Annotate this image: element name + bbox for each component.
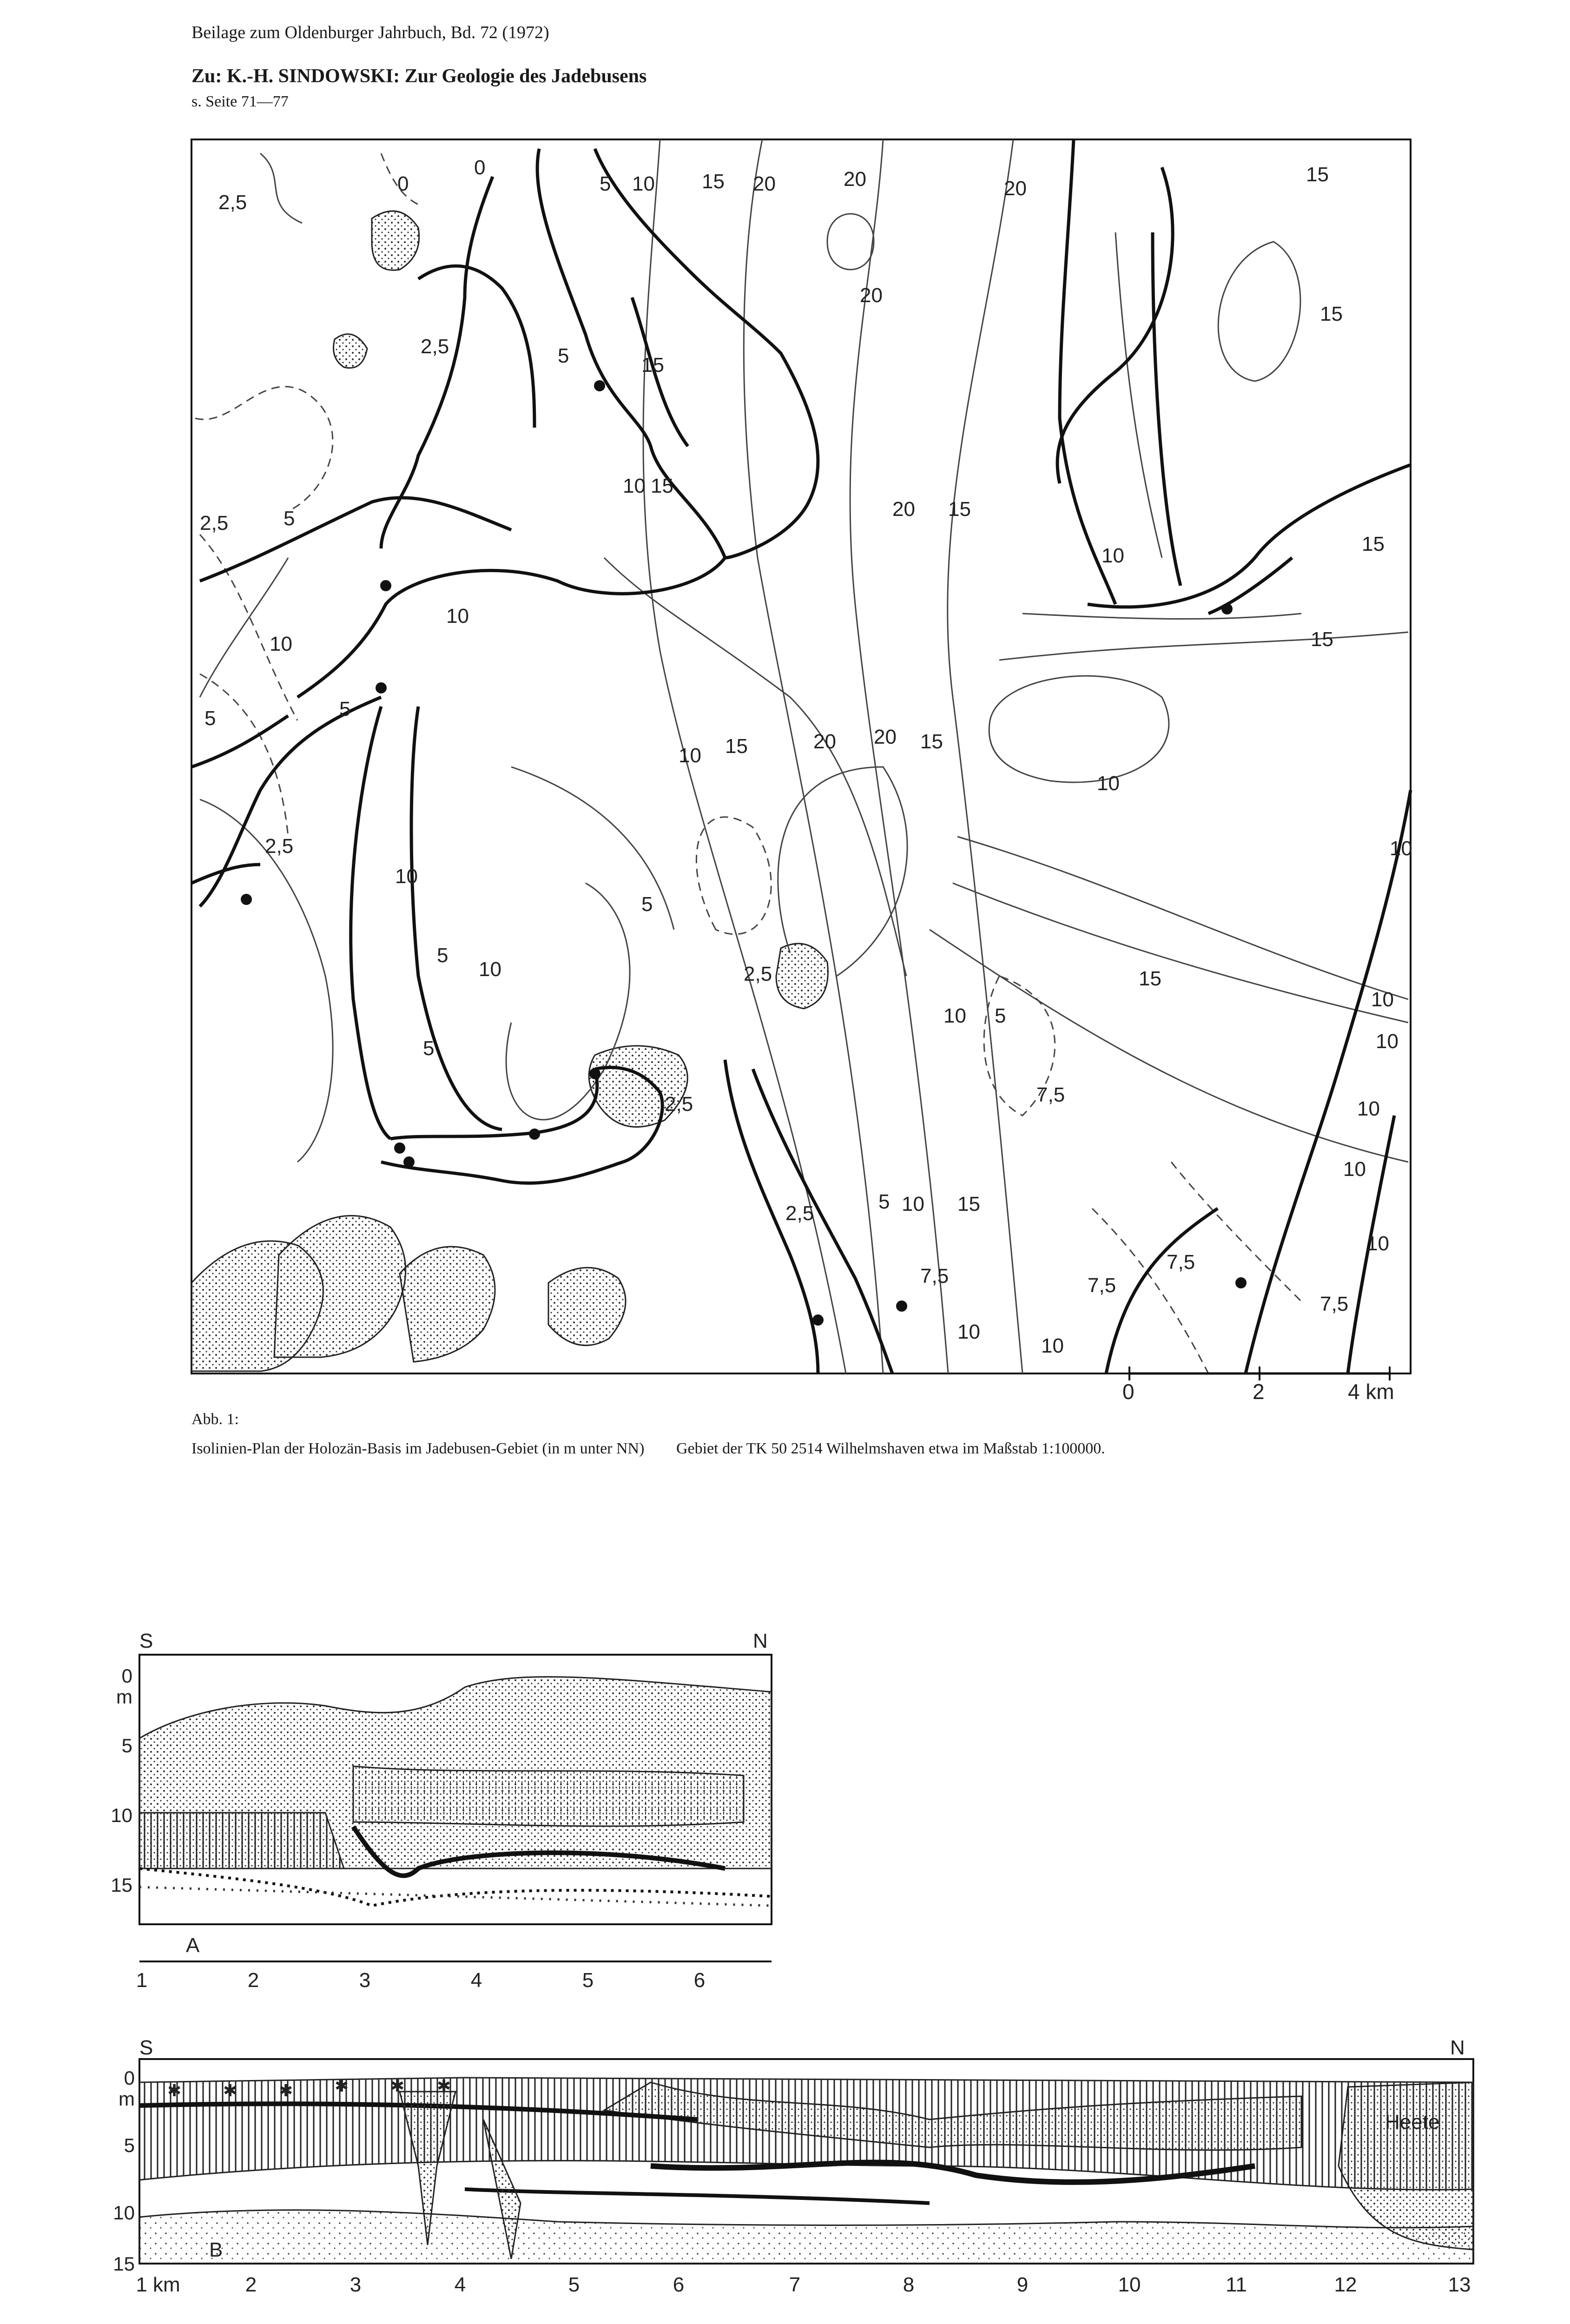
svg-text:✱: ✱: [223, 2081, 237, 2100]
x-tick: 11: [1226, 2273, 1247, 2296]
contour-label: 20: [1004, 177, 1027, 200]
boundary-nodes: [241, 380, 1247, 1326]
x-tick: 5: [568, 2273, 580, 2296]
x-tick: 12: [1334, 2273, 1357, 2296]
contour-label: 7,5: [1320, 1293, 1349, 1315]
profile-a: [0, 1627, 813, 1961]
figure-1-caption-main: Isolinien-Plan der Holozän-Basis im Jadebusen-Gebiet (in m unter NN): [191, 1440, 645, 1457]
figure-1-caption: [191, 1440, 1105, 1458]
x-tick: 2: [247, 1969, 259, 1992]
contour-label: 10: [270, 633, 292, 655]
contour-label: 15: [702, 170, 725, 193]
contour-label: 2,5: [218, 191, 247, 214]
contour-label: 15: [920, 730, 943, 753]
depth-label: 0: [124, 2067, 135, 2089]
contour-label: 5: [437, 944, 449, 967]
contour-labels: [200, 156, 1412, 1357]
depth-label: m: [116, 1686, 132, 1708]
direction-label: N: [753, 1630, 768, 1652]
scale-tick: 2: [1253, 1380, 1265, 1404]
contour-label: 2,5: [665, 1093, 693, 1116]
contour-label: 20: [753, 172, 776, 195]
contour-label: 2,5: [785, 1202, 814, 1225]
contour-label: 0: [397, 172, 409, 195]
contour-label: 20: [844, 168, 866, 191]
x-tick: 3: [359, 1969, 371, 1992]
contour-label: 10: [679, 744, 701, 767]
contour-label: 2,5: [265, 835, 294, 858]
contour-label: 10: [1366, 1232, 1389, 1255]
place-label: Heete: [1385, 2111, 1440, 2133]
journal-header: Beilage zum Oldenburger Jahrbuch, Bd. 72 (1972): [191, 23, 549, 42]
contour-label: 10: [446, 605, 469, 627]
contour-label: 7,5: [920, 1265, 949, 1287]
contour-label: 20: [813, 730, 836, 753]
contour-label: 15: [948, 498, 971, 521]
contour-label: 10: [1041, 1334, 1064, 1357]
scale-tick: 4 km: [1348, 1380, 1394, 1404]
contour-label: 15: [1362, 533, 1385, 555]
contour-label: 2,5: [744, 963, 772, 985]
depth-label: 5: [121, 1735, 132, 1756]
contour-label: 10: [1097, 772, 1120, 795]
direction-label: S: [139, 2036, 153, 2059]
direction-label: N: [1450, 2036, 1465, 2059]
contour-label: 10: [479, 958, 501, 981]
contour-label: 10: [1371, 988, 1394, 1011]
x-tick: 4: [454, 2273, 466, 2296]
contour-label: 10: [623, 475, 646, 497]
contour-label: 15: [641, 354, 664, 376]
contour-label: 15: [1320, 303, 1343, 325]
contour-label: 20: [892, 498, 915, 521]
page-reference: s. Seite 71—77: [191, 93, 289, 110]
depth-label: 5: [124, 2134, 135, 2156]
contour-label: 7,5: [1036, 1083, 1065, 1106]
contour-label: 5: [878, 1190, 890, 1213]
contour-label: 20: [874, 726, 897, 748]
contour-label: 10: [1343, 1158, 1366, 1181]
svg-text:✱: ✱: [390, 2076, 405, 2095]
contour-label: 10: [902, 1193, 924, 1215]
contour-label: 10: [943, 1004, 966, 1027]
depth-label: 10: [111, 1804, 132, 1826]
contour-label: 5: [641, 893, 653, 916]
boundary-lines: [191, 139, 1411, 1373]
x-tick: 9: [1016, 2273, 1029, 2296]
contour-label: 15: [1311, 628, 1333, 651]
profile-letter: A: [186, 1934, 200, 1957]
contour-label: 7,5: [1088, 1274, 1116, 1297]
contour-lines: [195, 139, 1408, 1373]
contour-label: 10: [1102, 544, 1124, 567]
contour-label: 5: [995, 1004, 1006, 1027]
x-tick: 13: [1448, 2273, 1471, 2296]
depth-label: m: [119, 2088, 135, 2110]
contour-label: 15: [957, 1193, 980, 1215]
x-tick: 6: [673, 2273, 685, 2296]
contour-label: 10: [632, 172, 655, 195]
x-tick: 5: [582, 1969, 594, 1992]
svg-text:✱: ✱: [167, 2081, 182, 2100]
x-tick: 2: [245, 2273, 257, 2296]
contour-label: 10: [1357, 1097, 1380, 1120]
contour-label: 5: [204, 707, 216, 730]
contour-label: 10: [395, 865, 418, 888]
map-frame: [191, 139, 1411, 1373]
svg-text:✱: ✱: [279, 2081, 293, 2100]
contour-label: 15: [725, 735, 748, 758]
depth-label: 10: [113, 2202, 135, 2224]
article-title: Zu: K.-H. SINDOWSKI: Zur Geologie des Jadebusens: [191, 66, 647, 87]
figure-1-caption-scale: Gebiet der TK 50 2514 Wilhelmshaven etwa im Maßstab 1:100000.: [676, 1440, 1105, 1457]
x-tick: 1: [136, 1969, 148, 1992]
dotted-sand-areas: [191, 211, 828, 1371]
map-scale-bar: [1122, 1367, 1394, 1404]
contour-label: 10: [1390, 837, 1412, 860]
contour-label: 2,5: [421, 335, 449, 358]
scale-tick: 0: [1122, 1380, 1135, 1404]
contour-label: 5: [284, 507, 295, 530]
contour-label: 10: [1376, 1030, 1398, 1053]
x-tick: 4: [470, 1969, 482, 1992]
svg-text:✱: ✱: [335, 2076, 349, 2095]
contour-label: 15: [651, 475, 673, 497]
profile-b-axis: [0, 2259, 1534, 2310]
x-tick: 10: [1118, 2273, 1141, 2296]
contour-label: 5: [423, 1037, 435, 1060]
svg-text:✱: ✱: [437, 2076, 451, 2095]
depth-label: 0: [121, 1665, 132, 1687]
contour-label: 5: [600, 172, 611, 195]
contour-label: 7,5: [1167, 1251, 1195, 1274]
x-tick: 3: [350, 2273, 362, 2296]
direction-label: S: [139, 1630, 153, 1652]
x-tick: 1 km: [136, 2273, 180, 2296]
profile-a-axis: [0, 1957, 813, 1999]
depth-label: 15: [113, 2253, 135, 2275]
contour-label: 0: [474, 156, 486, 179]
contour-label: 5: [558, 344, 569, 367]
figure-1-label: Abb. 1:: [191, 1411, 239, 1428]
contour-label: 20: [860, 284, 883, 307]
contour-label: 10: [957, 1320, 980, 1343]
contour-label: 15: [1306, 163, 1329, 186]
contour-label: 15: [1139, 967, 1161, 990]
depth-label: 15: [111, 1874, 132, 1896]
x-tick: 6: [693, 1969, 706, 1992]
profile-letter: B: [209, 2238, 223, 2261]
x-tick: 7: [789, 2273, 801, 2296]
contour-label: 2,5: [200, 512, 229, 535]
contour-label: 5: [339, 698, 351, 720]
x-tick: 8: [903, 2273, 915, 2296]
